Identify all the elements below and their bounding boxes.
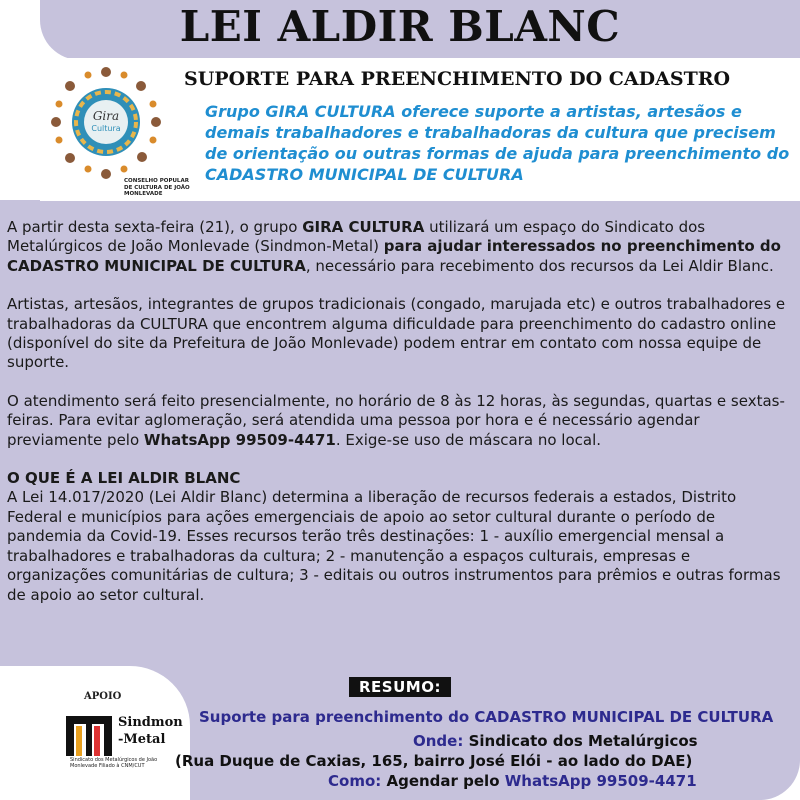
sindmon-caption: Sindicato dos Metalúrgicos de João Monlevade Filiado à CNM/CUT [70,757,158,769]
p1-gira-cultura: GIRA CULTURA [302,218,425,236]
resumo-address: (Rua Duque de Caxias, 165, bairro José Elói - ao lado do DAE) [175,752,693,770]
como-whatsapp: WhatsApp 99509-4471 [504,772,697,790]
p3-part-c: . Exige-se uso de máscara no local. [335,430,602,449]
como-label: Como: [328,772,382,790]
p3-part-a: O atendimento será feito presencialmente, no horário de 8 às 12 horas, às segundas, quartas e sextas-feiras. Para evitar aglomeração, será atendida uma pessoa por hora e é necessário agendar previamente pelo [7,391,785,449]
gira-cultura-logo [48,56,168,196]
sindmon-name [118,714,183,748]
paragraph-4: A Lei 14.017/2020 (Lei Aldir Blanc) determina a liberação de recursos federais a estados, Distrito Federal e municípios para ações emergenciais de apoio ao setor cultural durante o período de pandemia da Covid-19. Esses recursos terão três destinações: 1 - auxílio emergencial mensal a trabalhadores e trabalhadoras da cultura; 2 - manutenção a espaços culturais, empresas e organizações comunitárias de cultura; 3 - editais ou outros instrumentos para prêmios e outras formas de apoio ao setor cultural. [7,488,781,604]
apoio-label: APOIO [84,691,122,702]
logo-caption: CONSELHO POPULAR DE CULTURA DE JOÃO MONLEVADE [124,178,190,197]
sindmon-name-line1: Sindmon [118,715,183,730]
p1-part-e: , necessário para recebimento dos recursos da Lei Aldir Blanc. [305,256,774,275]
page-title: LEI ALDIR BLANC [179,2,621,51]
paragraph-1 [7,218,791,276]
resumo-onde [413,732,698,750]
section-title: O QUE É A LEI ALDIR BLANC [7,469,241,488]
como-value: Agendar pelo [381,772,505,790]
paragraph-3 [7,392,791,450]
p1-part-a: A partir desta sexta-feira (21), o grupo [7,218,303,236]
logo-text-gira: Gira [92,109,120,123]
onde-value: Sindicato dos Metalúrgicos [463,732,698,750]
logo-text-cultura: Cultura [91,124,121,133]
p1-part-c: utilizará um espaço do Sindicato dos Metalúrgicos de João Monlevade (Sindmon-Metal) [7,218,706,256]
paragraph-2: Artistas, artesãos, integrantes de grupos tradicionais (congado, marujada etc) e outros trabalhadores e trabalhadoras da CULTURA que encontrem alguma dificuldade para preenchimento do cadastro online (disponível do site da Prefeitura de João Monlevade) podem entrar em contato com nossa equipe de suporte. [7,295,786,372]
p1-highlight: para ajudar interessados no preenchimento do CADASTRO MUNICIPAL DE CULTURA [7,237,781,275]
resumo-line-1: Suporte para preenchimento do CADASTRO MUNICIPAL DE CULTURA [199,708,774,726]
resumo-label: RESUMO: [349,677,451,697]
sindmon-name-line2: -Metal [118,732,166,747]
body-text [7,218,791,624]
intro-text: Grupo GIRA CULTURA oferece suporte a artistas, artesãos e demais trabalhadores e trabalhadoras da cultura que precisem de orientação ou outras formas de ajuda para preenchimento do CADASTRO MUNICIPAL DE CULTURA [205,102,790,184]
p3-whatsapp: WhatsApp 99509-4471 [143,430,336,449]
subtitle: SUPORTE PARA PREENCHIMENTO DO CADASTRO [184,68,731,90]
resumo-como [328,772,697,790]
onde-label: Onde: [413,732,464,750]
